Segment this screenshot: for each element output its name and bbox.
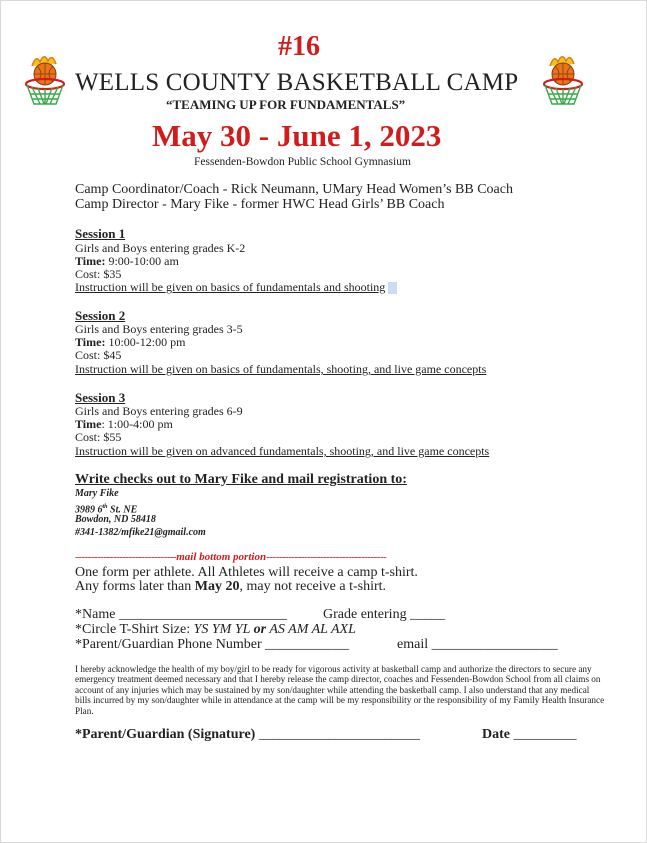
- mail-city: Bowdon, ND 58418: [75, 514, 156, 525]
- basketball-hoop-icon: [540, 52, 586, 108]
- phone-field[interactable]: *Parent/Guardian Phone Number ____________: [75, 637, 350, 652]
- notice-line-1: One form per athlete. All Athletes will receive a camp t-shirt.: [75, 565, 418, 580]
- session-3-instruction: Instruction will be given on advanced fundamentals, shooting, and live game concepts: [75, 444, 490, 458]
- camp-number: #16: [278, 31, 320, 62]
- coordinator-line: Camp Coordinator/Coach - Rick Neumann, UMary Head Women’s BB Coach: [75, 182, 513, 197]
- session-2-time: Time: 10:00-12:00 pm: [75, 335, 186, 349]
- basketball-hoop-icon: [22, 52, 68, 108]
- mail-name: Mary Fike: [75, 488, 119, 499]
- session-1-cost: Cost: $35: [75, 267, 122, 281]
- text-cursor-selection: [388, 282, 397, 294]
- email-field[interactable]: email __________________: [397, 637, 558, 652]
- session-1-title: Session 1: [75, 226, 126, 241]
- notice-line-2: Any forms later than May 20, may not receive a t-shirt.: [75, 579, 387, 594]
- mail-contact: #341-1382/mfike21@gmail.com: [75, 527, 206, 538]
- page-subtitle: “TEAMING UP FOR FUNDAMENTALS”: [166, 97, 406, 112]
- session-1-time: Time: 9:00-10:00 am: [75, 254, 179, 268]
- director-line: Camp Director - Mary Fike - former HWC Head Girls’ BB Coach: [75, 197, 445, 212]
- shirt-size-field[interactable]: *Circle T-Shirt Size: YS YM YL or AS AM AL AXL: [75, 622, 356, 637]
- name-field[interactable]: *Name ________________________: [75, 607, 287, 622]
- grade-field[interactable]: Grade entering _____: [323, 607, 446, 622]
- camp-location: Fessenden-Bowdon Public School Gymnasium: [194, 156, 411, 168]
- camp-dates: May 30 - June 1, 2023: [152, 118, 442, 153]
- mail-heading: Write checks out to Mary Fike and mail registration to:: [75, 472, 407, 487]
- session-2-cost: Cost: $45: [75, 348, 122, 362]
- session-3-cost: Cost: $55: [75, 430, 122, 444]
- date-field[interactable]: Date _________: [482, 727, 577, 742]
- session-3-title: Session 3: [75, 390, 126, 405]
- session-3-grades: Girls and Boys entering grades 6-9: [75, 404, 243, 418]
- session-1-grades: Girls and Boys entering grades K-2: [75, 241, 246, 255]
- signature-field[interactable]: *Parent/Guardian (Signature) _______________________: [75, 727, 420, 742]
- page-title: WELLS COUNTY BASKETBALL CAMP: [75, 69, 519, 96]
- session-2-instruction: Instruction will be given on basics of fundamentals, shooting, and live game concepts: [75, 362, 487, 376]
- session-1-instruction: Instruction will be given on basics of fundamentals and shooting: [75, 280, 397, 295]
- waiver-text: I hereby acknowledge the health of my boy/girl to be ready for vigorous activity at basketball camp and authorize the directors to secure any emergency treatment deemed necessary and that I hereby release the camp director, coaches and Fessenden-Bowdon School from all claims on account of any injuries which may be sustained by my son/daughter while attending the basketball camp. I also understand that any medical bills incurred by my son/daughter while in attendance at the camp will be my responsibility or the responsibility of my Family Health Insurance Plan.: [75, 664, 605, 716]
- session-2-grades: Girls and Boys entering grades 3-5: [75, 322, 243, 336]
- session-3-time: Time: 1:00-4:00 pm: [75, 417, 173, 431]
- mail-street: 3989 6th St. NE: [75, 504, 138, 516]
- session-2-title: Session 2: [75, 308, 126, 323]
- mail-divider: --------------------------------mail bottom portion--------------------------------------: [75, 551, 387, 563]
